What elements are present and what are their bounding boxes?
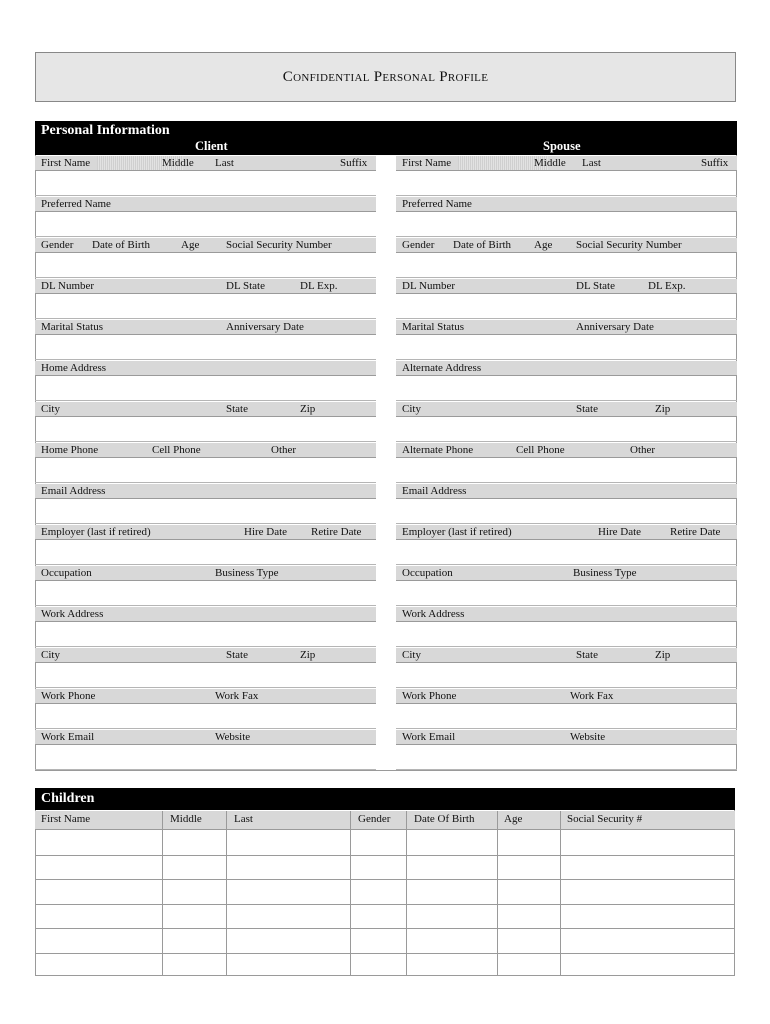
client-label-row-work-email xyxy=(35,730,376,745)
children-cell[interactable] xyxy=(407,929,496,952)
client-field-label: Anniversary Date xyxy=(226,321,304,333)
spouse-field-label: Social Security Number xyxy=(576,239,682,251)
client-field-label: Suffix xyxy=(340,157,368,169)
form-title-box xyxy=(35,52,736,102)
client-label-row-marital xyxy=(35,320,376,335)
spouse-input-work-city[interactable] xyxy=(396,663,737,688)
client-input-marital[interactable] xyxy=(35,335,376,360)
spouse-field-label: Business Type xyxy=(573,567,637,579)
children-cell[interactable] xyxy=(407,905,496,928)
client-field-label: Marital Status xyxy=(41,321,104,333)
personal-information-title: Personal Information xyxy=(41,123,170,138)
children-column-header-row xyxy=(35,811,735,830)
children-col-middle: Middle xyxy=(170,813,202,825)
client-field-label: Cell Phone xyxy=(152,444,201,456)
client-input-work-email[interactable] xyxy=(35,745,376,770)
spouse-field-label: Website xyxy=(570,731,606,743)
client-input-occupation[interactable] xyxy=(35,581,376,606)
children-cell[interactable] xyxy=(227,929,349,952)
client-label-row-work-city xyxy=(35,648,376,663)
client-label-row-gender-dob xyxy=(35,238,376,253)
spouse-label-row-gender-dob xyxy=(396,238,737,253)
children-cell[interactable] xyxy=(227,856,349,879)
spouse-field-label: First Name xyxy=(402,157,452,169)
spouse-column-header: Spouse xyxy=(543,139,581,153)
children-cell[interactable] xyxy=(36,880,161,903)
client-field-label: City xyxy=(41,403,60,415)
client-field-label: City xyxy=(41,649,60,661)
spouse-label-row-phone xyxy=(396,443,737,458)
client-input-dl[interactable] xyxy=(35,294,376,319)
spouse-input-preferred-name[interactable] xyxy=(396,212,737,237)
children-cell[interactable] xyxy=(498,831,559,854)
client-input-work-phone[interactable] xyxy=(35,704,376,729)
children-cell[interactable] xyxy=(498,929,559,952)
children-cell[interactable] xyxy=(163,880,225,903)
children-cell[interactable] xyxy=(351,929,405,952)
children-cell[interactable] xyxy=(561,856,734,879)
client-input-gender-dob[interactable] xyxy=(35,253,376,278)
client-field-label: Middle xyxy=(162,157,194,169)
children-cell[interactable] xyxy=(498,880,559,903)
spouse-input-address[interactable] xyxy=(396,376,737,401)
client-field-label: Zip xyxy=(300,649,316,661)
spouse-field-label: DL Exp. xyxy=(648,280,686,292)
spouse-field-label: Marital Status xyxy=(402,321,465,333)
client-field-label: Last xyxy=(215,157,234,169)
client-input-work-address[interactable] xyxy=(35,622,376,647)
client-field-label: Work Address xyxy=(41,608,104,620)
children-cell[interactable] xyxy=(351,954,405,977)
spouse-label-row-dl xyxy=(396,279,737,294)
children-cell[interactable] xyxy=(561,954,734,977)
children-cell[interactable] xyxy=(561,929,734,952)
children-cell[interactable] xyxy=(407,831,496,854)
children-cell[interactable] xyxy=(227,831,349,854)
client-input-phone[interactable] xyxy=(35,458,376,483)
children-cell[interactable] xyxy=(351,905,405,928)
spouse-input-dl[interactable] xyxy=(396,294,737,319)
client-field-label: Work Fax xyxy=(215,690,259,702)
client-label-row-dl xyxy=(35,279,376,294)
client-field-label: DL State xyxy=(226,280,265,292)
client-field-label: Home Phone xyxy=(41,444,99,456)
children-col-gender: Gender xyxy=(358,813,391,825)
spouse-field-label: Middle xyxy=(534,157,566,169)
client-field-label: Work Phone xyxy=(41,690,96,702)
children-col-last: Last xyxy=(234,813,253,825)
spouse-field-label: Alternate Phone xyxy=(402,444,474,456)
spouse-field-label: Zip xyxy=(655,649,671,661)
client-field-label: Occupation xyxy=(41,567,92,579)
client-label-row-work-phone xyxy=(35,689,376,704)
spouse-input-marital[interactable] xyxy=(396,335,737,360)
spouse-label-row-work-email xyxy=(396,730,737,745)
spouse-field-label: DL Number xyxy=(402,280,456,292)
spouse-label-row-work-phone xyxy=(396,689,737,704)
spouse-field-label: Work Fax xyxy=(570,690,614,702)
spouse-field-label: Work Address xyxy=(402,608,465,620)
children-col-age: Age xyxy=(504,813,523,825)
children-cell[interactable] xyxy=(163,905,225,928)
client-input-work-city[interactable] xyxy=(35,663,376,688)
children-cell[interactable] xyxy=(498,856,559,879)
children-cell[interactable] xyxy=(351,880,405,903)
children-header-bar xyxy=(35,788,735,810)
spouse-input-occupation[interactable] xyxy=(396,581,737,606)
client-field-label: Preferred Name xyxy=(41,198,111,210)
spouse-input-work-email[interactable] xyxy=(396,745,737,770)
children-cell[interactable] xyxy=(36,929,161,952)
client-input-preferred-name[interactable] xyxy=(35,212,376,237)
client-field-label: Date of Birth xyxy=(92,239,151,251)
client-label-row-preferred-name xyxy=(35,197,376,212)
children-cell[interactable] xyxy=(36,954,161,977)
spouse-label-row-employer xyxy=(396,525,737,540)
spouse-label-row-occupation xyxy=(396,566,737,581)
spouse-field-label: City xyxy=(402,403,421,415)
client-label-row-city xyxy=(35,402,376,417)
client-field-label: Age xyxy=(181,239,200,251)
spouse-input-email[interactable] xyxy=(396,499,737,524)
children-cell[interactable] xyxy=(163,929,225,952)
spouse-label-row-first-name xyxy=(396,156,737,171)
children-cell[interactable] xyxy=(163,954,225,977)
children-cell[interactable] xyxy=(561,880,734,903)
spouse-field-label: Other xyxy=(630,444,656,456)
spouse-field-label: Preferred Name xyxy=(402,198,472,210)
client-field-label: Hire Date xyxy=(244,526,288,538)
client-label-row-occupation xyxy=(35,566,376,581)
spouse-input-first-name[interactable] xyxy=(396,171,737,196)
spouse-field-label: Last xyxy=(582,157,601,169)
client-field-label: Other xyxy=(271,444,297,456)
children-cell[interactable] xyxy=(407,856,496,879)
client-field-label: Business Type xyxy=(215,567,279,579)
spouse-field-label: Occupation xyxy=(402,567,453,579)
spouse-field-label: Gender xyxy=(402,239,435,251)
children-col-first-name: First Name xyxy=(41,813,91,825)
spouse-input-gender-dob[interactable] xyxy=(396,253,737,278)
spouse-field-label: State xyxy=(576,649,598,661)
children-col-ssn: Social Security # xyxy=(567,813,643,825)
spouse-label-row-work-address xyxy=(396,607,737,622)
client-field-label: Website xyxy=(215,731,251,743)
children-cell[interactable] xyxy=(351,831,405,854)
children-cell[interactable] xyxy=(407,880,496,903)
spouse-label-row-preferred-name xyxy=(396,197,737,212)
spouse-input-work-address[interactable] xyxy=(396,622,737,647)
client-field-label: DL Number xyxy=(41,280,95,292)
spouse-field-label: Zip xyxy=(655,403,671,415)
children-cell[interactable] xyxy=(227,880,349,903)
client-field-label: DL Exp. xyxy=(300,280,338,292)
client-field-label: First Name xyxy=(41,157,91,169)
client-field-label: Employer (last if retired) xyxy=(41,526,151,538)
client-field-label: Zip xyxy=(300,403,316,415)
children-cell[interactable] xyxy=(163,856,225,879)
client-field-label: Gender xyxy=(41,239,74,251)
spouse-field-label: Email Address xyxy=(402,485,467,497)
spouse-input-work-phone[interactable] xyxy=(396,704,737,729)
spouse-field-label: Work Phone xyxy=(402,690,457,702)
client-field-label: Email Address xyxy=(41,485,106,497)
children-col-dob: Date Of Birth xyxy=(414,813,475,825)
client-label-row-email xyxy=(35,484,376,499)
spouse-label-row-address xyxy=(396,361,737,376)
client-column-header: Client xyxy=(195,139,228,153)
children-cell[interactable] xyxy=(561,831,734,854)
spouse-input-phone[interactable] xyxy=(396,458,737,483)
spouse-field-label: Date of Birth xyxy=(453,239,512,251)
spouse-field-label: Cell Phone xyxy=(516,444,565,456)
client-label-row-first-name xyxy=(35,156,376,171)
spouse-field-label: State xyxy=(576,403,598,415)
client-label-row-address xyxy=(35,361,376,376)
children-cell[interactable] xyxy=(227,905,349,928)
client-label-row-employer xyxy=(35,525,376,540)
client-field-label: Social Security Number xyxy=(226,239,332,251)
spouse-field-label: Retire Date xyxy=(670,526,721,538)
spouse-field-label: Employer (last if retired) xyxy=(402,526,512,538)
client-input-employer[interactable] xyxy=(35,540,376,565)
spouse-label-row-city xyxy=(396,402,737,417)
spouse-field-label: Suffix xyxy=(701,157,729,169)
children-title: Children xyxy=(41,791,95,806)
spouse-field-label: Alternate Address xyxy=(402,362,482,374)
client-input-email[interactable] xyxy=(35,499,376,524)
client-field-label: Work Email xyxy=(41,731,95,743)
spouse-field-label: Work Email xyxy=(402,731,456,743)
spouse-label-row-marital xyxy=(396,320,737,335)
personal-information-header-bar xyxy=(35,121,737,155)
children-cell[interactable] xyxy=(36,905,161,928)
client-field-label: State xyxy=(226,649,248,661)
children-cell[interactable] xyxy=(227,954,349,977)
spouse-input-employer[interactable] xyxy=(396,540,737,565)
children-cell[interactable] xyxy=(498,905,559,928)
spouse-field-label: Anniversary Date xyxy=(576,321,654,333)
children-cell[interactable] xyxy=(498,954,559,977)
spouse-field-label: Hire Date xyxy=(598,526,642,538)
spouse-label-row-work-city xyxy=(396,648,737,663)
client-field-label: Home Address xyxy=(41,362,107,374)
client-input-first-name[interactable] xyxy=(35,171,376,196)
spouse-label-row-email xyxy=(396,484,737,499)
children-cell[interactable] xyxy=(36,831,161,854)
spouse-field-label: City xyxy=(402,649,421,661)
spouse-input-city[interactable] xyxy=(396,417,737,442)
spouse-field-label: Age xyxy=(534,239,553,251)
client-field-label: Retire Date xyxy=(311,526,362,538)
children-cell[interactable] xyxy=(351,856,405,879)
children-cell[interactable] xyxy=(36,856,161,879)
client-label-row-phone xyxy=(35,443,376,458)
form-title: Confidential Personal Profile xyxy=(282,68,489,85)
client-input-city[interactable] xyxy=(35,417,376,442)
children-cell[interactable] xyxy=(163,831,225,854)
client-label-row-work-address xyxy=(35,607,376,622)
children-cell[interactable] xyxy=(561,905,734,928)
children-cell[interactable] xyxy=(407,954,496,977)
spouse-field-label: DL State xyxy=(576,280,615,292)
client-field-label: State xyxy=(226,403,248,415)
client-input-address[interactable] xyxy=(35,376,376,401)
